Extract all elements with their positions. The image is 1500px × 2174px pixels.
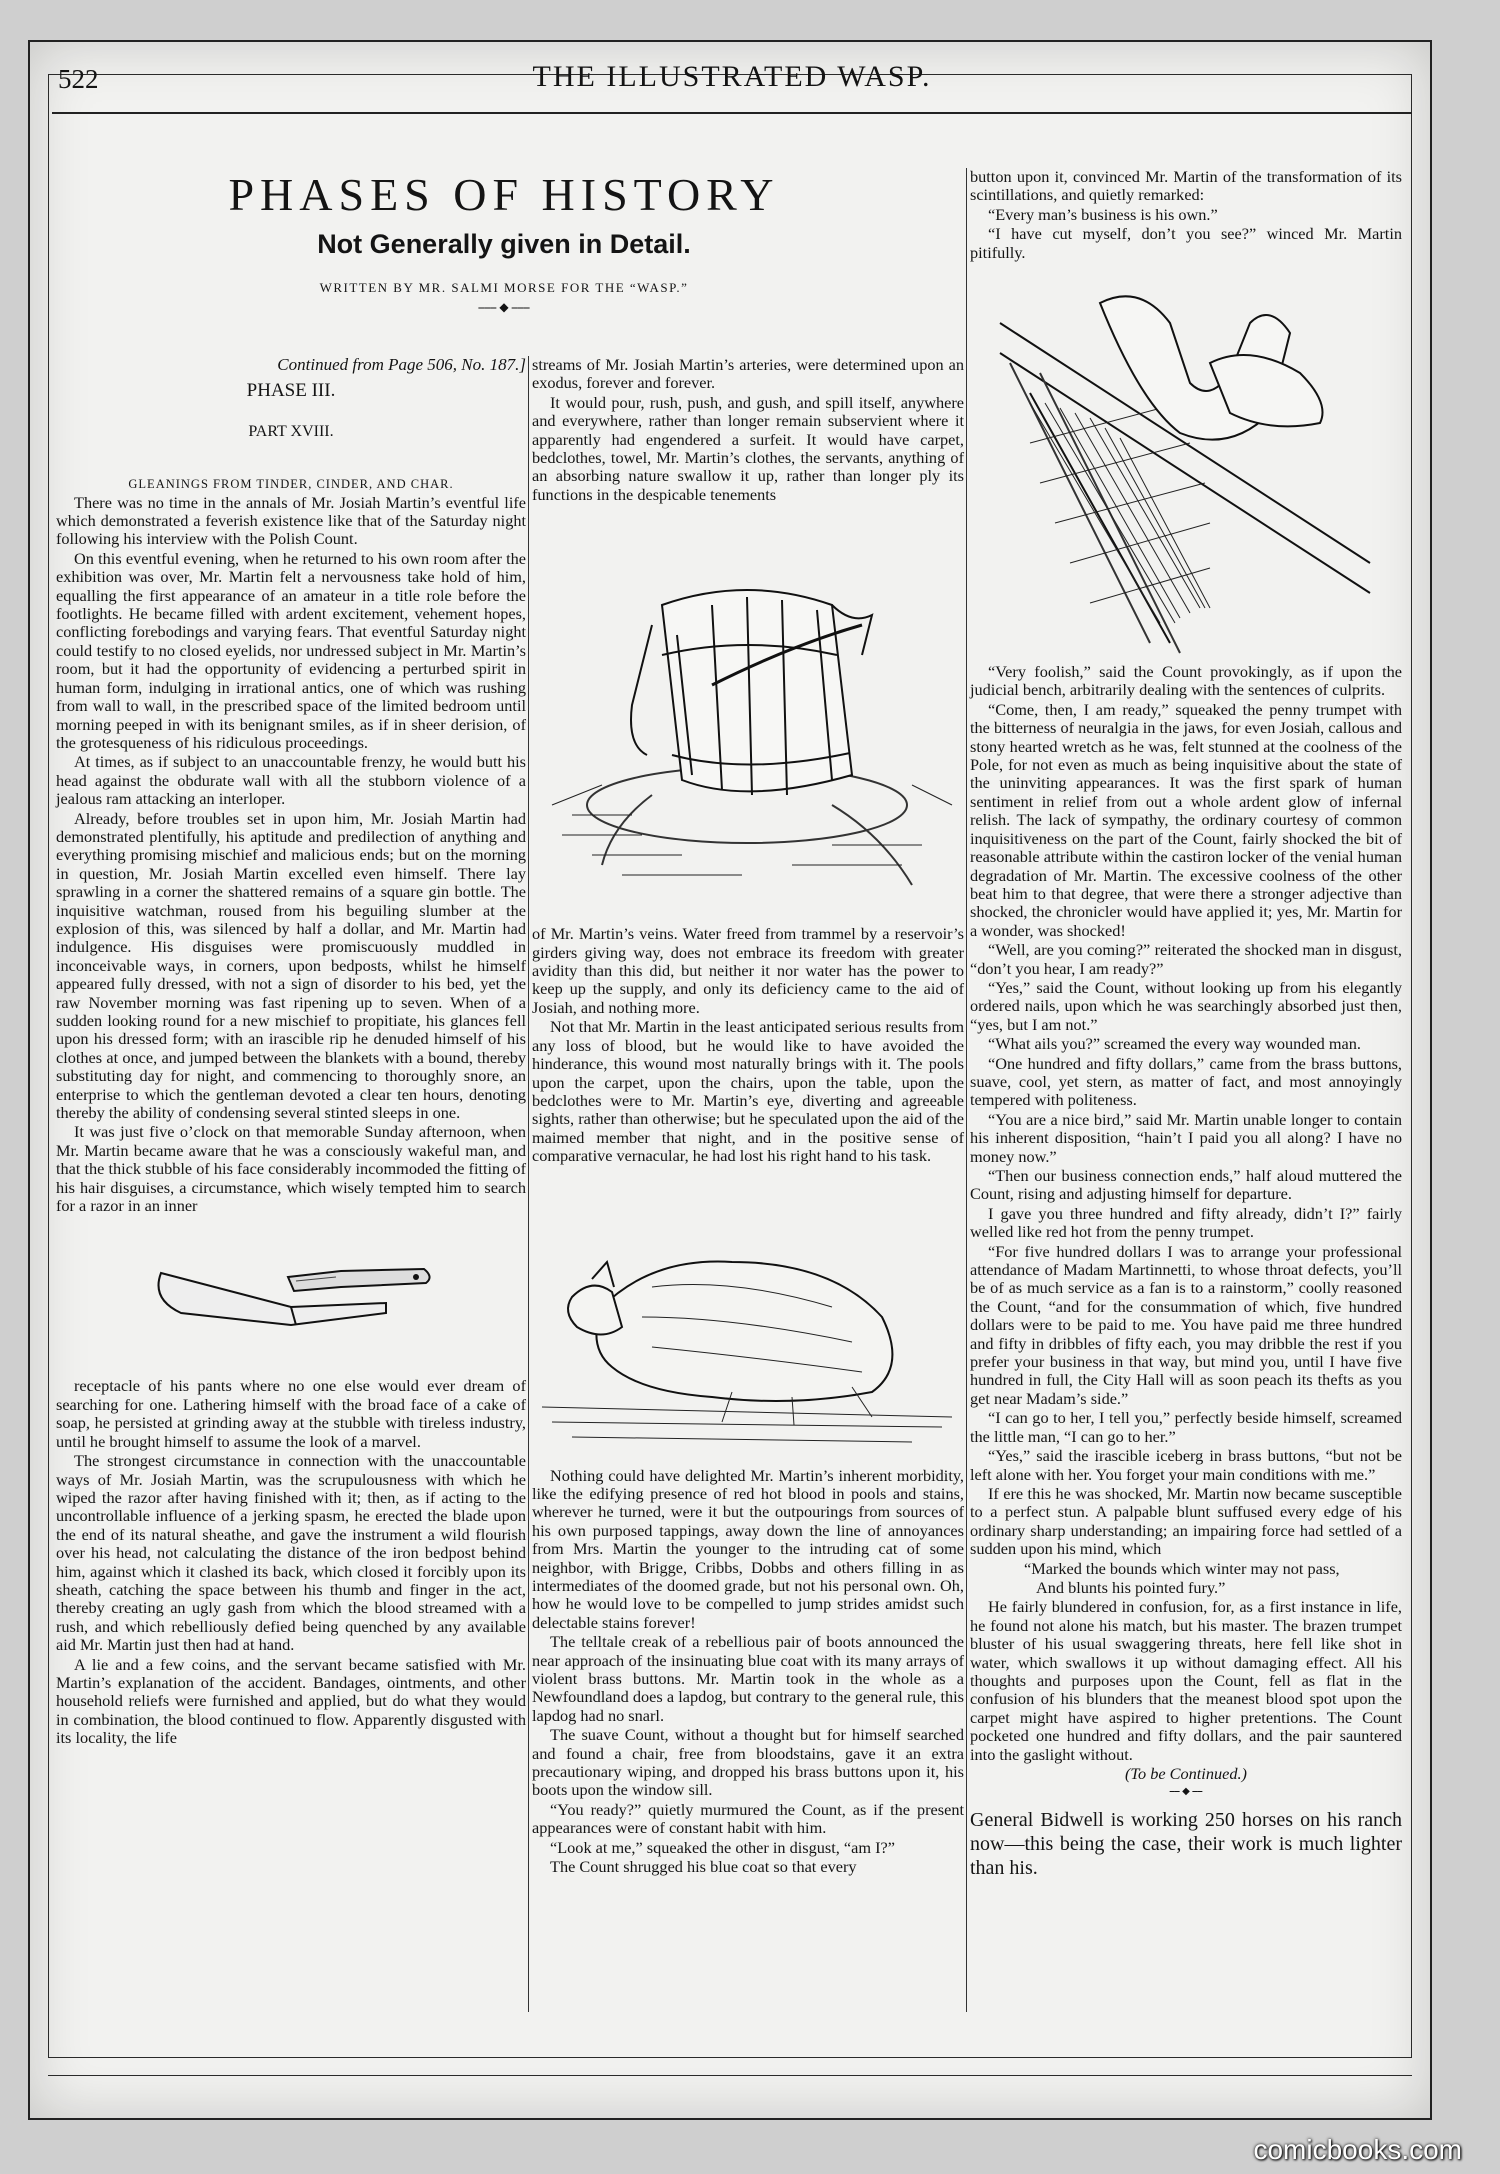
article-subtitle: Not Generally given in Detail. bbox=[317, 229, 691, 259]
column-1 bbox=[56, 356, 526, 1749]
paragraph: Not that Mr. Martin in the least anticipated serious results from any loss of blood, but he would like to have avoided the hinderance, this wound most naturally brings with it. The pools upon the carpet, upon the chairs, upon the table, upon the bedclothes were to Mr. Martin’s eye, diverting and agreeable sights, rather than otherwise; but he speculated upon the aid of the maimed member that night, and in the positive sense of comparative vernacular, he had lost his right hand to his task. bbox=[532, 1017, 964, 1166]
paragraph: Nothing could have delighted Mr. Martin’s inherent morbidity, like the edifying presence of red hot blood in pools and stains, wherever he turned, were it but the outpourings from sources of his own purposed tappings, away down the line of annoyances from Mrs. Martin the younger to the intruding cat of some neighbor, with Brigge, Cribbs, Dobbs and others filling in as intermediates of the doomed grade, but not his personal own. Oh, how he would love to be compelled to jump strides amidst such delectable stains forever! bbox=[532, 1465, 964, 1632]
column-rule bbox=[966, 168, 967, 2012]
page-header bbox=[52, 58, 1412, 114]
paragraph: “Well, are you coming?” reiterated the shocked man in disgust, “don’t you hear, I am ready?” bbox=[970, 940, 1402, 978]
paragraph: “I can go to her, I tell you,” perfectly beside himself, screamed the little man, “I can go to her.” bbox=[970, 1408, 1402, 1446]
paragraph: “For five hundred dollars I was to arrange your professional attendance of Madam Martinnetti, to whose throat defects, you’ll be of as much service as a fan is to a rainstorm,” coolly reasoned the Count, “and for the consummation of which, five hundred dollars were to be paid to me. You have paid me three hundred and fifty in dribbles of fifty each, you may dribble the rest if you prefer your business in that way, but mind you, until I have five hundred in full, the City Hall will as soon peach its thefts as you get near Madam’s side.” bbox=[970, 1241, 1402, 1408]
paragraph: of Mr. Martin’s veins. Water freed from trammel by a reservoir’s girders giving way, does not embrace its freedom with greater avidity than this did, but neither it nor water has the power to keep up the supply, and only its deficiency came to the aid of Josiah, and nothing more. bbox=[532, 924, 964, 1017]
paragraph: At times, as if subject to an unaccountable frenzy, he would butt his head against the obdurate wall with all the stubborn violence of a jealous ram attacking an interloper. bbox=[56, 752, 526, 809]
phase-heading: PHASE III. bbox=[246, 380, 336, 402]
sleeping-pig-icon bbox=[532, 1167, 964, 1467]
column-3 bbox=[970, 168, 1402, 1881]
paragraph: receptacle of his pants where no one else would ever dream of searching for one. Lathering himself with the broad face of a cake of soap, he persisted at grinding away at the stubble with tireless industry, until he brought himself to assume the look of a marvel. bbox=[56, 1376, 526, 1451]
paragraph: He fairly blundered in confusion, for, as a first instance in life, he found not alone his match, but his master. The brazen trumpet bluster of his usual swaggering threats, here fell like shot in water, which swallows it up without damaging effect. All his thoughts and purposes upon the Count, fell as flat in the confusion of his blunders that the meanest blood spot upon the carpet might have aspired to higher pretentions. The Count pocketed one hundred and fifty dollars, and the pair sauntered into the gaslight without. bbox=[970, 1597, 1402, 1764]
bandaged-hand-icon bbox=[970, 263, 1402, 663]
paragraph: “Yes,” said the Count, without looking up from his elegantly ordered nails, upon which he was searchingly absorbed just then, “yes, but I am not.” bbox=[970, 977, 1402, 1034]
watermark-logo: comicbooks.com bbox=[1253, 2134, 1462, 2165]
column-rule bbox=[528, 356, 529, 2012]
paragraph: There was no time in the annals of Mr. Josiah Martin’s eventful life which demonstrated a feverish existence like that of the Saturday night following his interview with the Polish Count. bbox=[56, 492, 526, 549]
paragraph: “Yes,” said the irascible iceberg in brass buttons, “but not be left alone with her. You forget your main conditions with me.” bbox=[970, 1446, 1402, 1484]
paragraph: button upon it, convinced Mr. Martin of the transformation of its scintillations, and quietly remarked: bbox=[970, 167, 1402, 205]
paragraph: If ere this he was shocked, Mr. Martin now became susceptible to a perfect stun. A palpable blunt suffused every edge of his ordinary sharp understanding; an impairing force had settled of a sudden upon his mind, which bbox=[970, 1483, 1402, 1559]
paragraph: The suave Count, without a thought but for himself searched and found a chair, free from bloodstains, gave it an extra precautionary wiping, and dropped his brass buttons upon it, his boots upon the window sill. bbox=[532, 1725, 964, 1800]
paragraph: “One hundred and fifty dollars,” came from the brass buttons, suave, cool, yet stern, as matter of fact, and most annoyingly tempered with politeness. bbox=[970, 1053, 1402, 1110]
section-subhead: GLEANINGS FROM TINDER, CINDER, AND CHAR. bbox=[128, 477, 454, 492]
paragraph: On this eventful evening, when he returned to his own room after the exhibition was over, Mr. Martin felt a nervousness take hold of him, equalling the first appearance of an amateur in a title role before the footlights. He became filled with ardent excitement, vehement hopes, conflicting forebodings and varying fears. That eventful Saturday night could testify to no closed eyelids, nor undressed subject in Mr. Martin’s room, but it had the opportunity of evidencing a perturbed spirit in human form, indulging in irrational antics, one of which was rushing from wall to wall, in the prescribed space of the limited bedroom until morning peeped in with its benignant smiles, as if in sheer derision, of the grotesqueness of his ridiculous proceedings. bbox=[56, 548, 526, 752]
paragraph: Already, before troubles set in upon him, Mr. Josiah Martin had demonstrated plentifully, his aptitude and predilection of anything and everything promising mischief and malicious ends; but on the morning in question, Mr. Josiah Martin excelled even himself. There lay sprawling in a corner the shattered remains of a square gin bottle. The inquisitive watchman, roused from his beguiling slumber at the explosion of this, was silenced by half a dollar, and Mr. Martin had indulgence. His disguises were promiscuously muddled in inconceivable ways, in corners, upon bedposts, whilst he himself appeared fully dressed, with not a sign of disorder to his bed, yet the raw November morning was fast ripening up to seven. When of a sudden looking round for a new mischief to propitiate, his glances fell upon his dressed form; with an irascible rip he denuded himself of his clothes at once, and jumped between the blankets with a bound, thereby substituting day for night, and commencing to thoroughly snore, an enterprise to which the gentleman devoted a clear ten hours, denoting thereby the ability of condensing several stinted sleeps in one. bbox=[56, 808, 526, 1123]
verse-line: “Marked the bounds which winter may not pass, bbox=[1024, 1558, 1340, 1578]
part-heading: PART XVIII. bbox=[248, 422, 334, 440]
paragraph: “I have cut myself, don’t you see?” winced Mr. Martin pitifully. bbox=[970, 224, 1402, 262]
article-byline: WRITTEN BY MR. SALMI MORSE FOR THE “WASP.” bbox=[319, 280, 689, 295]
paragraph: “You are a nice bird,” said Mr. Martin unable longer to contain his inherent disposition, “hain’t I paid you all along? I have no money now.” bbox=[970, 1109, 1402, 1166]
paragraph: streams of Mr. Josiah Martin’s arteries, were determined upon an exodus, forever and forever. bbox=[532, 355, 964, 393]
ornament-divider: ⎯⎯⎯ ◆ ⎯⎯⎯ bbox=[478, 300, 530, 314]
razor-illustration bbox=[56, 1221, 526, 1371]
paragraph: “Every man’s business is his own.” bbox=[988, 204, 1218, 224]
masthead: THE ILLUSTRATED WASP. bbox=[532, 60, 932, 93]
pig-illustration bbox=[532, 1167, 964, 1467]
ornament-divider: ⎯⎯ ◆ ⎯⎯ bbox=[1169, 1786, 1203, 1798]
paragraph: I gave you three hundred and fifty already, didn’t I?” fairly welled like red hot from the penny trumpet. bbox=[970, 1203, 1402, 1242]
page-number: 522 bbox=[58, 64, 99, 94]
article-title: PHASES OF HISTORY bbox=[228, 169, 780, 220]
hand-illustration bbox=[970, 263, 1402, 663]
continued-note: Continued from Page 506, No. 187.] bbox=[277, 355, 526, 374]
bottom-rule bbox=[48, 2075, 1412, 2076]
paragraph: It was just five o’clock on that memorable Sunday afternoon, when Mr. Martin became aware that he was a consciously wakeful man, and that the thick stubble of his face considerably incommoded the fitting of his hair disguises, a circumstance, which wisely tempted him to search for a razor in an inner bbox=[56, 1122, 526, 1216]
footnote-item: General Bidwell is working 250 horses on his ranch now—this being the case, their work is much lighter than his. bbox=[970, 1808, 1402, 1879]
article-heading bbox=[56, 168, 952, 315]
verse-line: And blunts his pointed fury.” bbox=[1036, 1577, 1226, 1597]
paragraph: “Come, then, I am ready,” squeaked the penny trumpet with the bitterness of neuralgia in the jaws, for even Josiah, callous and stony hearted wretch as he was, felt stunned at the coolness of the Pole, for not even as much as being inquisitive about the state of the uninviting appearances. It was the first spark of human sentiment in relief from out a whole ardent glow of infernal relish. The lack of sympathy, the ordinary courtesy of common inquisitiveness on the part of the Count, fairly shocked the bit of reasonable attribute within the castiron locker of the venial human degradation of Mr. Martin. The excessive coolness of the other beat him to that degree, that were there a stronger adjective than shocked, the chronicler would have applied it; yes, Mr. Martin for a wonder, was shocked! bbox=[970, 699, 1402, 940]
paragraph: The strongest circumstance in connection with the unaccountable ways of Mr. Josiah Martin, was the scrupulousness with which he wiped the razor after having finished with it; then, as if acting to the uncontrollable influence of a jerking spasm, he erected the blade upon the end of its natural sheathe, and gave the instrument a wild flourish over his head, not calculating the distance of the iron bedpost behind him, against which it clashed its back, which closed it forcibly upon its sheath, catching the space between his thumb and finger in the act, thereby creating an ugly gash from which the blood streamed with a rush, and which rebelliously defied being quenched by any available aid Mr. Martin just then had at hand. bbox=[56, 1451, 526, 1655]
paragraph: The telltale creak of a rebellious pair of boots announced the near approach of the insinuating blue coat with its many arrays of violent brass buttons. Mr. Martin took in the whole as a Newfoundland does a lapdog, but contrary to the general rule, this lapdog had no snarl. bbox=[532, 1632, 964, 1725]
paragraph: “Then our business connection ends,” half aloud muttered the Count, rising and adjusting himself for departure. bbox=[970, 1166, 1402, 1204]
paragraph: A lie and a few coins, and the servant became satisfied with Mr. Martin’s explanation of the accident. Bandages, ointments, and other household reliefs were furnished and applied, but do what they would in combination, the blood continued to flow. Apparently disgusted with its locality, the life bbox=[56, 1654, 526, 1748]
paragraph: “Look at me,” squeaked the other in disgust, “am I?” bbox=[550, 1837, 895, 1857]
paragraph: “Very foolish,” said the Count provokingly, as if upon the judicial bench, arbitrarily dealing with the sentences of culprits. bbox=[970, 662, 1402, 700]
paragraph: It would pour, rush, push, and gush, and spill itself, anywhere and everywhere, rather than longer remain subservient where it apparently had engendered a surfeit. It would have carpet, bedclothes, towel, Mr. Martin’s clothes, the servants, anything of an absorbing nature swallow it up, rather than longer ply its functions in the despicable tenements bbox=[532, 392, 964, 504]
to-be-continued: (To be Continued.) bbox=[1125, 1764, 1247, 1783]
paragraph: The Count shrugged his blue coat so that every bbox=[550, 1857, 857, 1877]
paragraph: “You ready?” quietly murmured the Count, as if the present appearances were of constant habit with him. bbox=[532, 1799, 964, 1838]
razor-icon bbox=[56, 1221, 526, 1371]
broken-barrel-icon bbox=[532, 505, 964, 925]
column-2 bbox=[532, 356, 964, 1877]
paragraph: “What ails you?” screamed the every way wounded man. bbox=[988, 1034, 1361, 1054]
barrel-illustration bbox=[532, 505, 964, 925]
